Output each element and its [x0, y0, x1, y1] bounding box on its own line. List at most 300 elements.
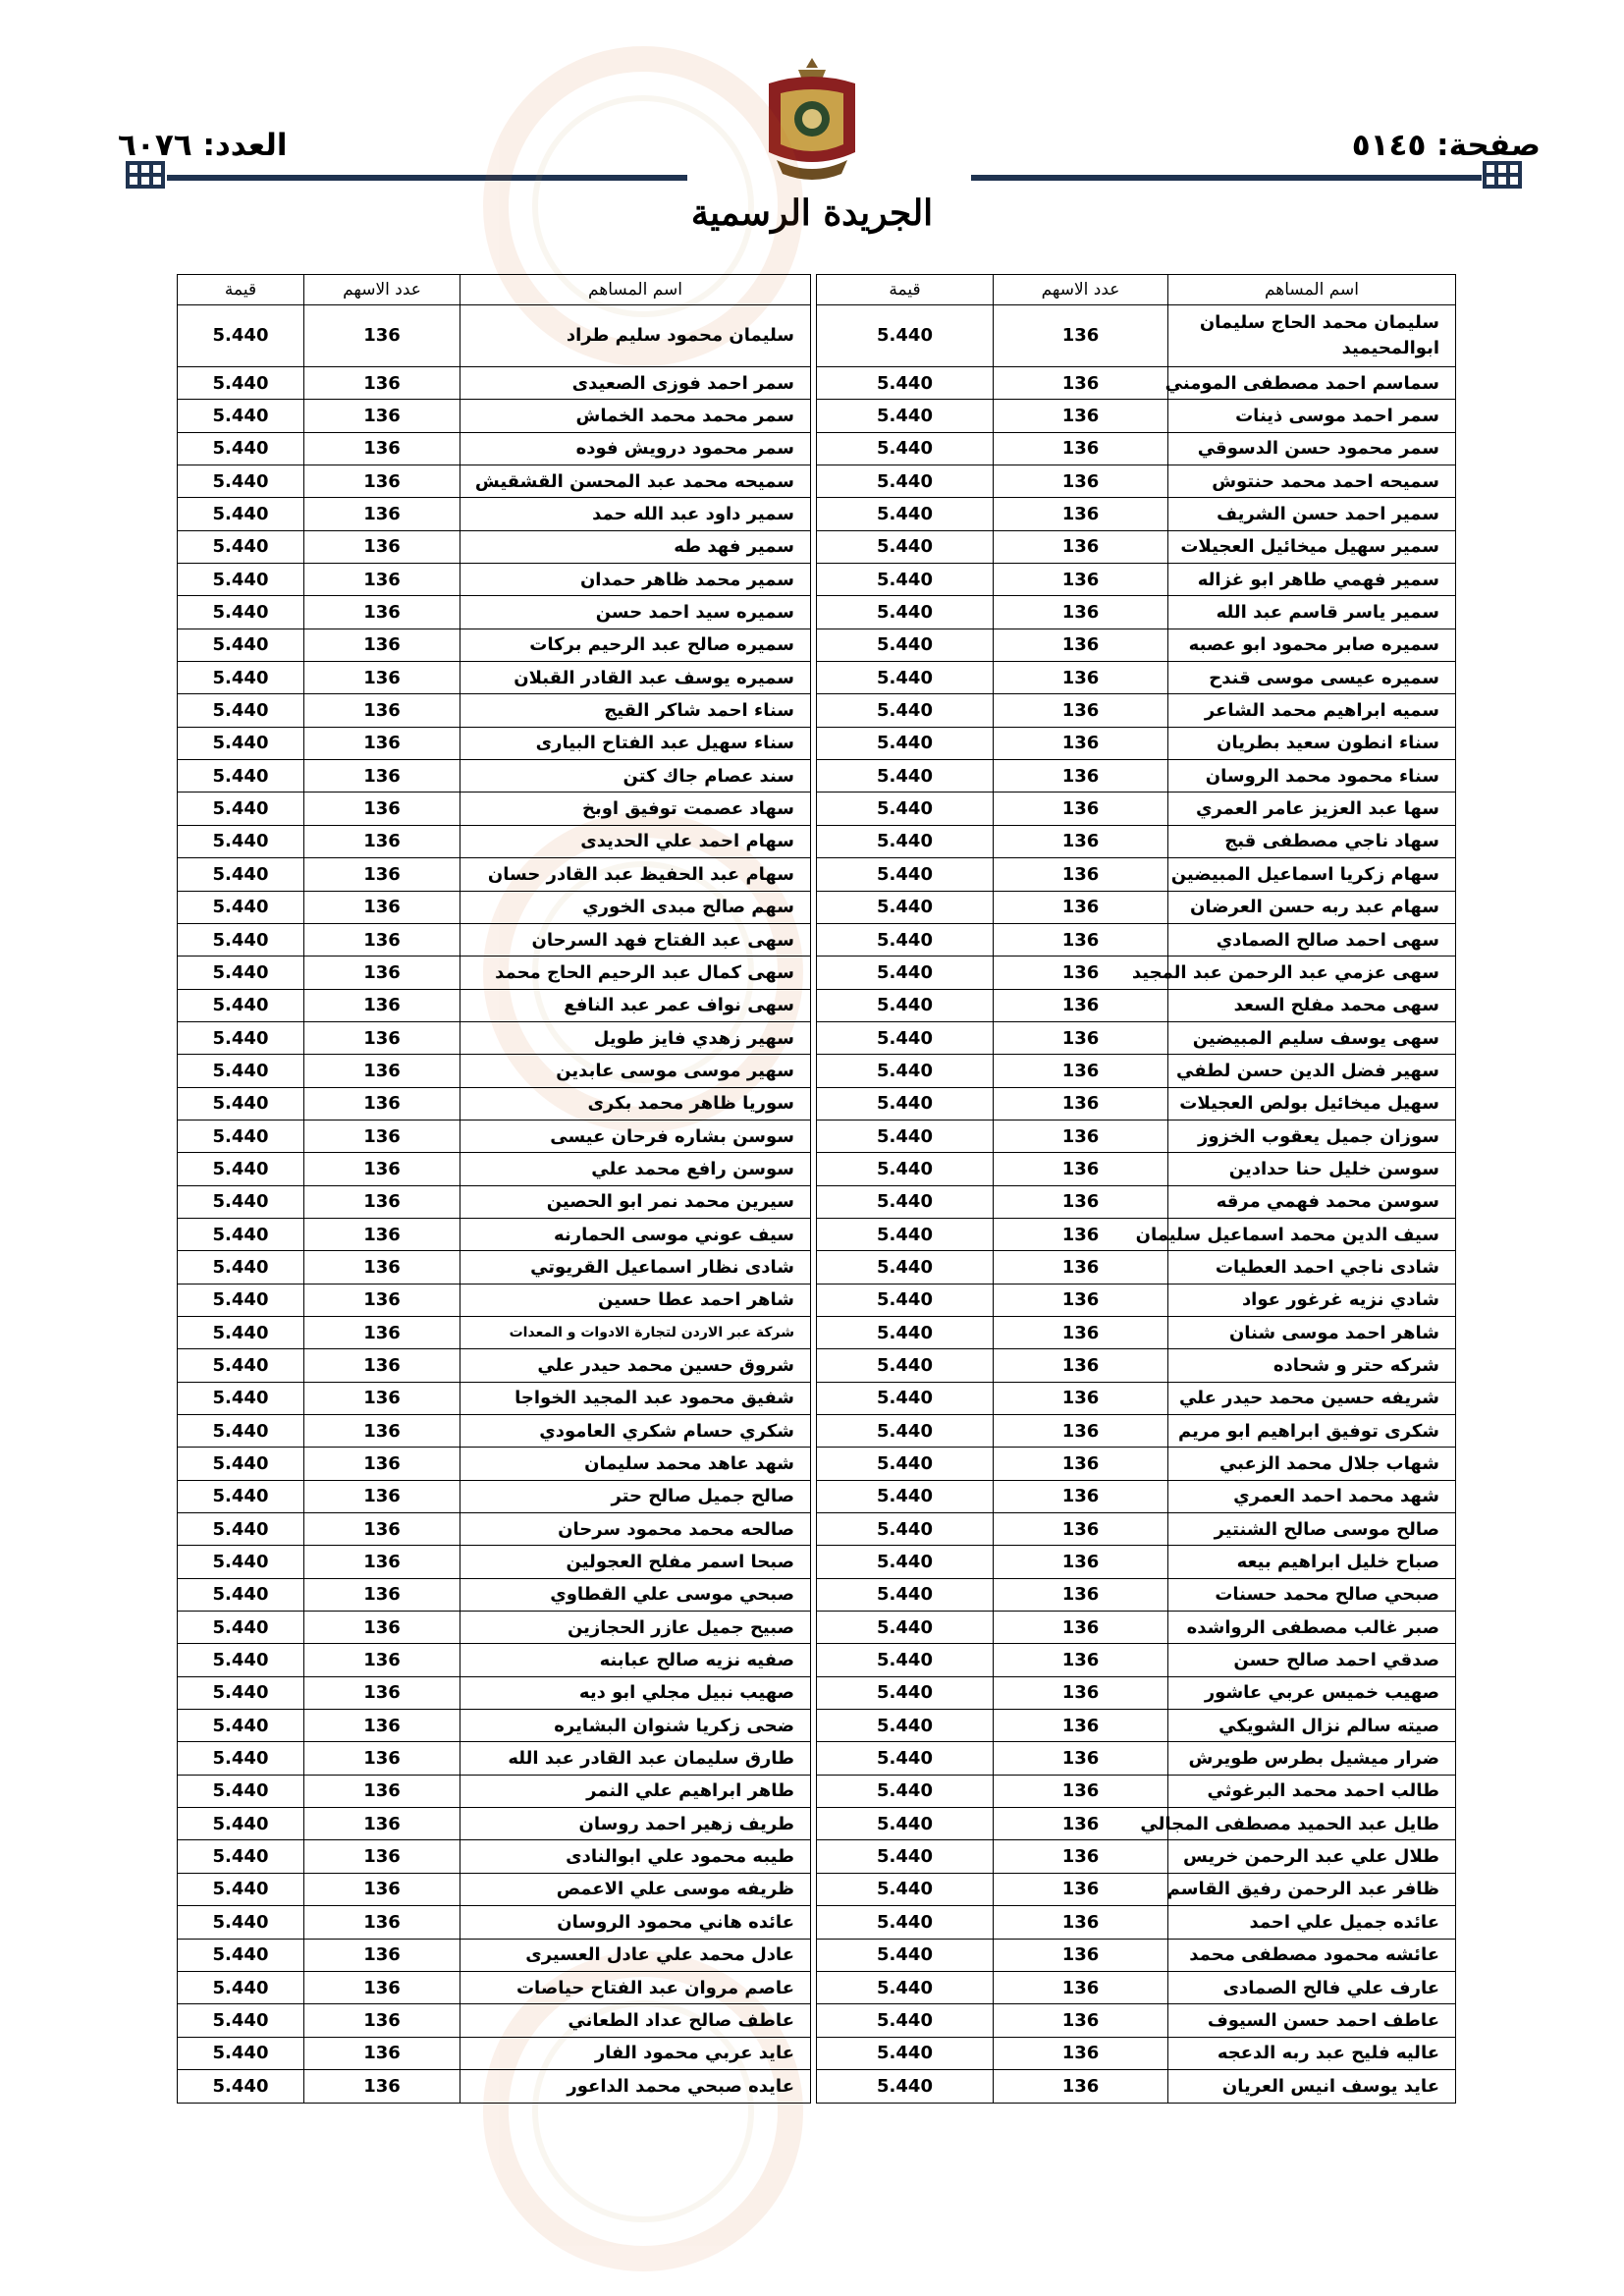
shareholder-name: سهى احمد صالح الصمادي	[1168, 923, 1456, 956]
table-row	[178, 1513, 1456, 1546]
share-value: 5.440	[178, 1284, 304, 1316]
share-value: 5.440	[178, 1873, 304, 1905]
column-header-shares: عدد الاسهم	[994, 275, 1168, 305]
shareholder-name: طايل عبد الحميد مصطفى المجالي	[1168, 1808, 1456, 1840]
share-value: 5.440	[178, 1251, 304, 1284]
share-value: 5.440	[178, 1480, 304, 1512]
column-separator	[811, 2004, 817, 2037]
share-count: 136	[304, 530, 460, 563]
share-count: 136	[304, 662, 460, 694]
shareholder-name: صبر غالب مصطفى الرواشده	[1168, 1612, 1456, 1644]
column-separator	[811, 1415, 817, 1448]
share-value: 5.440	[178, 1906, 304, 1939]
share-value: 5.440	[817, 1873, 994, 1905]
share-value: 5.440	[178, 1612, 304, 1644]
table-row	[178, 1578, 1456, 1611]
column-separator	[811, 1742, 817, 1775]
share-value: 5.440	[178, 957, 304, 989]
share-count: 136	[304, 1612, 460, 1644]
share-value: 5.440	[817, 793, 994, 825]
share-count: 136	[304, 1513, 460, 1546]
shareholder-name: سناء سهيل عبد الفتاح البيارى	[460, 727, 811, 759]
share-value: 5.440	[817, 727, 994, 759]
table-row	[178, 305, 1456, 367]
table-row	[178, 596, 1456, 629]
column-separator	[811, 1316, 817, 1348]
share-count: 136	[994, 400, 1168, 432]
share-count: 136	[994, 1185, 1168, 1218]
shareholder-name: ضرار ميشيل بطرس طويرش	[1168, 1742, 1456, 1775]
share-count: 136	[994, 793, 1168, 825]
column-separator	[811, 1087, 817, 1120]
share-count: 136	[994, 1873, 1168, 1905]
share-value: 5.440	[178, 1120, 304, 1152]
share-value: 5.440	[817, 1480, 994, 1512]
share-count: 136	[994, 1644, 1168, 1676]
share-count: 136	[994, 1971, 1168, 2003]
shareholder-name: سوسن خليل حنا حدادين	[1168, 1153, 1456, 1185]
gazette-title: الجريدة الرسمية	[690, 192, 934, 234]
table-row	[178, 1808, 1456, 1840]
share-value: 5.440	[817, 694, 994, 727]
share-value: 5.440	[817, 1251, 994, 1284]
shareholder-name: سهى يوسف سليم المبيضين	[1168, 1021, 1456, 1054]
column-separator	[811, 760, 817, 793]
column-separator	[811, 2069, 817, 2103]
table-row	[178, 825, 1456, 857]
share-value: 5.440	[178, 305, 304, 367]
share-value: 5.440	[817, 825, 994, 857]
share-value: 5.440	[178, 923, 304, 956]
column-separator	[811, 1939, 817, 1971]
share-count: 136	[304, 1676, 460, 1709]
share-count: 136	[994, 1480, 1168, 1512]
shareholder-name: عاطف صالح عداد الطعاني	[460, 2004, 811, 2037]
table-row	[178, 2069, 1456, 2103]
share-value: 5.440	[178, 989, 304, 1021]
share-count: 136	[304, 1251, 460, 1284]
share-count: 136	[304, 1153, 460, 1185]
share-count: 136	[304, 793, 460, 825]
shareholder-name: طارق سليمان عبد القادر عبد الله	[460, 1742, 811, 1775]
share-count: 136	[994, 596, 1168, 629]
share-value: 5.440	[178, 1055, 304, 1087]
share-count: 136	[304, 629, 460, 661]
shareholder-name: سوسن محمد فهمي مرقه	[1168, 1185, 1456, 1218]
shareholder-name: صهيب خميس عربي عاشور	[1168, 1676, 1456, 1709]
share-count: 136	[994, 1906, 1168, 1939]
share-value: 5.440	[178, 1382, 304, 1414]
table-row	[178, 1971, 1456, 2003]
share-value: 5.440	[178, 1185, 304, 1218]
shareholder-name: شهد عاهد محمد سليمان	[460, 1448, 811, 1480]
shareholder-name: شهاب جلال محمد الزعبي	[1168, 1448, 1456, 1480]
share-value: 5.440	[817, 1185, 994, 1218]
share-value: 5.440	[817, 400, 994, 432]
column-header-name: اسم المساهم	[1168, 275, 1456, 305]
column-separator	[811, 1513, 817, 1546]
shareholder-name: سهم صالح مبدى الخوري	[460, 891, 811, 923]
table-row	[178, 2037, 1456, 2069]
share-value: 5.440	[817, 1644, 994, 1676]
shareholder-name: سمر احمد فوزى الصعيدى	[460, 367, 811, 400]
shareholder-name: ضحى زكريا شنوان البشايره	[460, 1710, 811, 1742]
shareholder-name: ظافر عبد الرحمن رفيق القاسم	[1168, 1873, 1456, 1905]
share-count: 136	[994, 530, 1168, 563]
column-separator	[811, 1120, 817, 1152]
shareholder-name: سهام عبد ربه حسن العرضان	[1168, 891, 1456, 923]
share-count: 136	[304, 1775, 460, 1807]
shareholder-name: سمير محمد ظاهر حمدان	[460, 564, 811, 596]
table-row	[178, 1480, 1456, 1512]
shareholder-name: سناء انطون سعيد بطريان	[1168, 727, 1456, 759]
share-value: 5.440	[178, 367, 304, 400]
share-count: 136	[304, 858, 460, 891]
share-count: 136	[304, 694, 460, 727]
share-value: 5.440	[178, 1513, 304, 1546]
shareholder-name: عاليه فليح عبد ربه الدعجه	[1168, 2037, 1456, 2069]
shareholder-name: سمر محمود درويش فوده	[460, 432, 811, 465]
share-count: 136	[994, 367, 1168, 400]
table-row	[178, 1316, 1456, 1348]
share-value: 5.440	[817, 1676, 994, 1709]
shareholder-name: سهام احمد علي الحديدى	[460, 825, 811, 857]
table-row	[178, 1218, 1456, 1250]
share-value: 5.440	[817, 1612, 994, 1644]
share-count: 136	[304, 465, 460, 498]
shareholder-name: سهير موسى موسى عابدين	[460, 1055, 811, 1087]
share-count: 136	[304, 989, 460, 1021]
share-value: 5.440	[817, 465, 994, 498]
header-rule-right	[971, 175, 1482, 181]
column-separator	[811, 2037, 817, 2069]
share-value: 5.440	[817, 1578, 994, 1611]
shareholder-name: سمير سهيل ميخائيل العجيلات	[1168, 530, 1456, 563]
shareholder-name: شاهر احمد موسى شنان	[1168, 1316, 1456, 1348]
table-row	[178, 1185, 1456, 1218]
share-count: 136	[994, 1546, 1168, 1578]
share-value: 5.440	[817, 530, 994, 563]
table-row	[178, 1906, 1456, 1939]
share-value: 5.440	[817, 1349, 994, 1382]
share-value: 5.440	[817, 891, 994, 923]
column-separator	[811, 596, 817, 629]
shareholder-name: شادي نزيه غرغور عواد	[1168, 1284, 1456, 1316]
share-value: 5.440	[178, 432, 304, 465]
column-separator	[811, 957, 817, 989]
share-count: 136	[994, 1316, 1168, 1348]
column-separator	[811, 694, 817, 727]
share-count: 136	[994, 1513, 1168, 1546]
table-row	[178, 858, 1456, 891]
table-row	[178, 1644, 1456, 1676]
share-count: 136	[304, 825, 460, 857]
table-row	[178, 1710, 1456, 1742]
column-header-value: قيمة	[817, 275, 994, 305]
shareholder-name: صهيب نبيل مجلي ابو ديه	[460, 1676, 811, 1709]
share-count: 136	[994, 1284, 1168, 1316]
column-separator	[811, 305, 817, 367]
share-count: 136	[304, 1939, 460, 1971]
share-value: 5.440	[178, 858, 304, 891]
share-value: 5.440	[178, 1415, 304, 1448]
shareholder-name: صباح خليل ابراهيم بيعه	[1168, 1546, 1456, 1578]
share-count: 136	[994, 1710, 1168, 1742]
share-value: 5.440	[817, 1382, 994, 1414]
shareholder-name: سناء احمد شاكر القيج	[460, 694, 811, 727]
share-count: 136	[304, 564, 460, 596]
table-row	[178, 1087, 1456, 1120]
column-separator	[811, 1021, 817, 1054]
share-value: 5.440	[178, 1710, 304, 1742]
share-value: 5.440	[178, 1644, 304, 1676]
share-value: 5.440	[817, 1218, 994, 1250]
share-value: 5.440	[817, 1840, 994, 1873]
shareholder-name: ظريفه موسى علي الاعمص	[460, 1873, 811, 1905]
share-count: 136	[304, 1644, 460, 1676]
share-value: 5.440	[817, 1120, 994, 1152]
shareholder-name: سليمان محمد الحاج سليمان ابوالمحيميد	[1168, 305, 1456, 367]
share-count: 136	[994, 629, 1168, 661]
share-value: 5.440	[817, 596, 994, 629]
shareholder-name: سميره عيسى موسى قندح	[1168, 662, 1456, 694]
shareholder-name: سمر محمود حسن الدسوقي	[1168, 432, 1456, 465]
table-row	[178, 662, 1456, 694]
table-row	[178, 1873, 1456, 1905]
share-count: 136	[994, 1612, 1168, 1644]
share-count: 136	[304, 727, 460, 759]
shareholder-name: شفيق محمود عبد المجيد الخواجا	[460, 1382, 811, 1414]
share-value: 5.440	[817, 1775, 994, 1807]
shareholder-name: عايده صبحي محمد الداعور	[460, 2069, 811, 2103]
share-count: 136	[994, 498, 1168, 530]
share-count: 136	[304, 1021, 460, 1054]
shareholder-name: سهى عزمي عبد الرحمن عبد المجيد	[1168, 957, 1456, 989]
shareholder-name: سمير احمد حسن الشريف	[1168, 498, 1456, 530]
share-count: 136	[304, 1971, 460, 2003]
shareholder-name: سهى نواف عمر عبد النافع	[460, 989, 811, 1021]
column-separator	[811, 1055, 817, 1087]
shareholder-name: صالحه محمد محمود سرحان	[460, 1513, 811, 1546]
share-value: 5.440	[178, 1742, 304, 1775]
shareholders-table	[177, 274, 1456, 2104]
share-value: 5.440	[817, 1087, 994, 1120]
shareholder-name: طريف زهير احمد روسان	[460, 1808, 811, 1840]
column-header-shares: عدد الاسهم	[304, 275, 460, 305]
shareholder-name: سميره يوسف عبد القادر القبلان	[460, 662, 811, 694]
column-separator	[811, 1612, 817, 1644]
share-count: 136	[994, 1120, 1168, 1152]
share-count: 136	[994, 891, 1168, 923]
share-value: 5.440	[817, 760, 994, 793]
share-count: 136	[994, 989, 1168, 1021]
shareholder-name: شادى نظار اسماعيل القريوتي	[460, 1251, 811, 1284]
page-header	[0, 0, 1624, 255]
share-count: 136	[994, 858, 1168, 891]
share-value: 5.440	[178, 1775, 304, 1807]
share-value: 5.440	[178, 694, 304, 727]
share-count: 136	[304, 2004, 460, 2037]
table-row	[178, 957, 1456, 989]
share-count: 136	[304, 596, 460, 629]
share-value: 5.440	[178, 564, 304, 596]
column-separator	[811, 400, 817, 432]
share-count: 136	[304, 923, 460, 956]
shareholder-name: طيبه محمود علي ابوالنادى	[460, 1840, 811, 1873]
share-count: 136	[304, 1546, 460, 1578]
table-row	[178, 793, 1456, 825]
shareholder-name: سند عصام جاك كتن	[460, 760, 811, 793]
table-row	[178, 1612, 1456, 1644]
column-separator	[811, 275, 817, 305]
table-header-row	[178, 275, 1456, 305]
share-count: 136	[994, 1939, 1168, 1971]
share-value: 5.440	[178, 1218, 304, 1250]
share-count: 136	[994, 1153, 1168, 1185]
shareholder-name: صبحي صالح محمد حسنات	[1168, 1578, 1456, 1611]
share-value: 5.440	[817, 1448, 994, 1480]
share-value: 5.440	[817, 629, 994, 661]
share-count: 136	[304, 891, 460, 923]
column-separator	[811, 1284, 817, 1316]
share-value: 5.440	[178, 1087, 304, 1120]
table-row	[178, 432, 1456, 465]
share-value: 5.440	[817, 1939, 994, 1971]
table-row	[178, 1742, 1456, 1775]
share-count: 136	[304, 957, 460, 989]
shareholder-name: سمر احمد موسى ذينات	[1168, 400, 1456, 432]
share-count: 136	[304, 1480, 460, 1512]
share-value: 5.440	[178, 1546, 304, 1578]
column-separator	[811, 1971, 817, 2003]
column-separator	[811, 1676, 817, 1709]
shareholder-name: طاهر ابراهيم علي النمر	[460, 1775, 811, 1807]
column-separator	[811, 1906, 817, 1939]
share-count: 136	[994, 1021, 1168, 1054]
share-count: 136	[304, 760, 460, 793]
table-row	[178, 891, 1456, 923]
table-row	[178, 1939, 1456, 1971]
table-row	[178, 564, 1456, 596]
shareholder-name: سهير فضل الدين حسن لطفي	[1168, 1055, 1456, 1087]
table-row	[178, 1251, 1456, 1284]
share-count: 136	[994, 1055, 1168, 1087]
share-count: 136	[994, 957, 1168, 989]
shareholder-name: سيف عوني موسى الحمارنه	[460, 1218, 811, 1250]
column-separator	[811, 793, 817, 825]
column-separator	[811, 1480, 817, 1512]
table-row	[178, 1676, 1456, 1709]
shareholder-name: سوسن بشاره فرحان عيسى	[460, 1120, 811, 1152]
share-value: 5.440	[817, 989, 994, 1021]
table-row	[178, 530, 1456, 563]
shareholder-name: سناء محمود محمد الروسان	[1168, 760, 1456, 793]
share-value: 5.440	[817, 1021, 994, 1054]
column-separator	[811, 564, 817, 596]
share-count: 136	[304, 1120, 460, 1152]
table-row	[178, 694, 1456, 727]
shareholder-name: سهاد عصمت توفيق اوبخ	[460, 793, 811, 825]
column-separator	[811, 1218, 817, 1250]
table-row	[178, 2004, 1456, 2037]
share-count: 136	[994, 760, 1168, 793]
share-value: 5.440	[178, 1808, 304, 1840]
share-count: 136	[994, 305, 1168, 367]
shareholder-name: سميحه احمد محمد حنتوش	[1168, 465, 1456, 498]
share-count: 136	[304, 1349, 460, 1382]
share-count: 136	[304, 1710, 460, 1742]
shareholder-name: سمير داود عبد الله حمد	[460, 498, 811, 530]
share-value: 5.440	[178, 1971, 304, 2003]
share-value: 5.440	[817, 1415, 994, 1448]
share-value: 5.440	[817, 1546, 994, 1578]
shareholder-name: سهى كمال عبد الرحيم الحاج محمد	[460, 957, 811, 989]
share-value: 5.440	[817, 1284, 994, 1316]
share-count: 136	[994, 727, 1168, 759]
shareholder-name: صالح موسى صالح الشنتير	[1168, 1513, 1456, 1546]
share-value: 5.440	[817, 432, 994, 465]
shareholder-name: عاصم مروان عبد الفتاح حياصات	[460, 1971, 811, 2003]
share-value: 5.440	[817, 1710, 994, 1742]
column-separator	[811, 727, 817, 759]
share-count: 136	[994, 1087, 1168, 1120]
column-separator	[811, 498, 817, 530]
share-value: 5.440	[178, 1840, 304, 1873]
shareholder-name: سميره صابر محمود ابو عصبه	[1168, 629, 1456, 661]
share-count: 136	[304, 1578, 460, 1611]
share-value: 5.440	[817, 1808, 994, 1840]
share-count: 136	[994, 1775, 1168, 1807]
shareholder-name: سمير فهمي طاهر ابو غزاله	[1168, 564, 1456, 596]
share-count: 136	[994, 1448, 1168, 1480]
share-value: 5.440	[178, 2069, 304, 2103]
share-value: 5.440	[178, 1676, 304, 1709]
column-separator	[811, 1808, 817, 1840]
share-count: 136	[304, 1448, 460, 1480]
shareholder-name: سميره صالح عبد الرحيم بركات	[460, 629, 811, 661]
share-count: 136	[304, 1742, 460, 1775]
shareholder-name: عايد عربي محمود الفار	[460, 2037, 811, 2069]
share-value: 5.440	[178, 2037, 304, 2069]
table-row	[178, 400, 1456, 432]
shareholder-name: صدقي احمد صالح حسن	[1168, 1644, 1456, 1676]
shareholder-name: سيف الدين محمد اسماعيل سليمان	[1168, 1218, 1456, 1250]
share-count: 136	[304, 2037, 460, 2069]
column-separator	[811, 1448, 817, 1480]
table-row	[178, 1546, 1456, 1578]
share-count: 136	[304, 305, 460, 367]
share-value: 5.440	[817, 1513, 994, 1546]
shareholder-name: سهى محمد مفلح السعد	[1168, 989, 1456, 1021]
shareholder-name: عاطف احمد حسن السيوف	[1168, 2004, 1456, 2037]
shareholder-name: عائده جميل علي احمد	[1168, 1906, 1456, 1939]
share-count: 136	[994, 1251, 1168, 1284]
column-separator	[811, 1546, 817, 1578]
shareholder-name: شكرى توفيق ابراهيم ابو مريم	[1168, 1415, 1456, 1448]
shareholder-name: عائده هاني محمود الروسان	[460, 1906, 811, 1939]
shareholder-name: سميحه محمد عبد المحسن القشقيش	[460, 465, 811, 498]
share-value: 5.440	[178, 825, 304, 857]
shareholder-name: عادل محمد علي عادل العسيرى	[460, 1939, 811, 1971]
table-row	[178, 1415, 1456, 1448]
shareholder-name: شريفه حسين محمد حيدر علي	[1168, 1382, 1456, 1414]
table-row	[178, 465, 1456, 498]
column-separator	[811, 367, 817, 400]
share-count: 136	[304, 1055, 460, 1087]
header-rule-left	[167, 175, 687, 181]
share-count: 136	[994, 1742, 1168, 1775]
column-separator	[811, 465, 817, 498]
